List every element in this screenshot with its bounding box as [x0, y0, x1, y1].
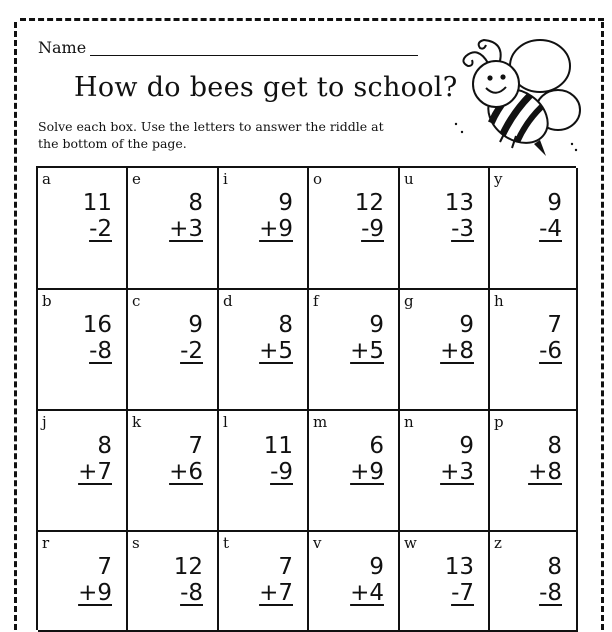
- page-title: How do bees get to school?: [74, 72, 458, 103]
- problem-operation: +3: [440, 459, 474, 485]
- problem-grid: [36, 166, 576, 630]
- problem-cell-g[interactable]: [400, 290, 490, 411]
- problem-letter: n: [404, 413, 414, 431]
- problem-operation: -8: [539, 580, 562, 606]
- problem-top-number: 13: [444, 554, 474, 580]
- problem-cell-j[interactable]: [38, 411, 128, 532]
- problem-letter: d: [223, 292, 233, 310]
- problem-operation: +3: [169, 216, 203, 242]
- problem-operation: +9: [78, 580, 112, 606]
- problem-top-number: 16: [82, 312, 112, 338]
- problem-cell-u[interactable]: [400, 168, 490, 290]
- problem-operation: -8: [180, 580, 203, 606]
- problem-cell-m[interactable]: [309, 411, 400, 532]
- problem-letter: g: [404, 292, 414, 310]
- problem-letter: o: [313, 170, 323, 188]
- problem-letter: a: [42, 170, 51, 188]
- problem-operation: +6: [169, 459, 203, 485]
- problem-cell-f[interactable]: [309, 290, 400, 411]
- name-field[interactable]: [38, 38, 418, 60]
- problem-cell-d[interactable]: [219, 290, 309, 411]
- page-border-right: [601, 22, 604, 630]
- problem-top-number: 11: [263, 433, 293, 459]
- problem-top-number: 8: [278, 312, 293, 338]
- problem-top-number: 9: [369, 312, 384, 338]
- problem-operation: +8: [440, 338, 474, 364]
- problem-cell-z[interactable]: [490, 532, 578, 632]
- problem-letter: r: [42, 534, 50, 552]
- problem-letter: e: [132, 170, 141, 188]
- problem-operation: -6: [539, 338, 562, 364]
- problem-top-number: 12: [354, 190, 384, 216]
- page-border-left: [14, 22, 17, 630]
- problem-operation: +4: [350, 580, 384, 606]
- problem-operation: -2: [89, 216, 112, 242]
- problem-operation: +9: [350, 459, 384, 485]
- problem-cell-l[interactable]: [219, 411, 309, 532]
- problem-cell-t[interactable]: [219, 532, 309, 632]
- problem-top-number: 9: [188, 312, 203, 338]
- problem-top-number: 7: [547, 312, 562, 338]
- problem-operation: -9: [361, 216, 384, 242]
- problem-cell-k[interactable]: [128, 411, 219, 532]
- problem-top-number: 9: [369, 554, 384, 580]
- problem-operation: +8: [528, 459, 562, 485]
- problem-cell-e[interactable]: [128, 168, 219, 290]
- problem-letter: i: [223, 170, 228, 188]
- problem-top-number: 13: [444, 190, 474, 216]
- problem-letter: u: [404, 170, 414, 188]
- problem-top-number: 9: [547, 190, 562, 216]
- problem-top-number: 6: [369, 433, 384, 459]
- problem-letter: j: [42, 413, 47, 431]
- problem-operation: -3: [451, 216, 474, 242]
- problem-cell-r[interactable]: [38, 532, 128, 632]
- problem-operation: -2: [180, 338, 203, 364]
- problem-cell-s[interactable]: [128, 532, 219, 632]
- problem-letter: k: [132, 413, 142, 431]
- problem-cell-n[interactable]: [400, 411, 490, 532]
- problem-letter: w: [404, 534, 417, 552]
- problem-letter: m: [313, 413, 328, 431]
- problem-cell-b[interactable]: [38, 290, 128, 411]
- problem-letter: v: [313, 534, 322, 552]
- problem-top-number: 9: [459, 312, 474, 338]
- problem-operation: -7: [451, 580, 474, 606]
- problem-operation: +9: [259, 216, 293, 242]
- problem-letter: z: [494, 534, 502, 552]
- problem-operation: +7: [78, 459, 112, 485]
- problem-operation: -9: [270, 459, 293, 485]
- problem-top-number: 9: [278, 190, 293, 216]
- problem-top-number: 8: [547, 554, 562, 580]
- problem-cell-p[interactable]: [490, 411, 578, 532]
- problem-cell-h[interactable]: [490, 290, 578, 411]
- problem-cell-c[interactable]: [128, 290, 219, 411]
- problem-top-number: 11: [82, 190, 112, 216]
- instructions: Solve each box. Use the letters to answer the riddle at the bottom of the page.: [38, 119, 384, 151]
- problem-top-number: 9: [459, 433, 474, 459]
- problem-operation: +7: [259, 580, 293, 606]
- problem-letter: t: [223, 534, 230, 552]
- problem-letter: b: [42, 292, 52, 310]
- problem-cell-a[interactable]: [38, 168, 128, 290]
- page-border-top: [20, 18, 604, 21]
- problem-cell-y[interactable]: [490, 168, 578, 290]
- problem-operation: -4: [539, 216, 562, 242]
- problem-letter: y: [494, 170, 503, 188]
- bee-icon: [448, 32, 582, 160]
- problem-top-number: 12: [173, 554, 203, 580]
- problem-cell-i[interactable]: [219, 168, 309, 290]
- problem-cell-o[interactable]: [309, 168, 400, 290]
- problem-operation: -8: [89, 338, 112, 364]
- problem-operation: +5: [259, 338, 293, 364]
- problem-top-number: 7: [278, 554, 293, 580]
- problem-letter: h: [494, 292, 504, 310]
- problem-letter: c: [132, 292, 141, 310]
- problem-top-number: 7: [97, 554, 112, 580]
- name-label: Name: [38, 38, 87, 57]
- problem-letter: l: [223, 413, 228, 431]
- problem-top-number: 8: [97, 433, 112, 459]
- problem-letter: s: [132, 534, 140, 552]
- problem-top-number: 8: [547, 433, 562, 459]
- problem-operation: +5: [350, 338, 384, 364]
- problem-top-number: 7: [188, 433, 203, 459]
- name-line[interactable]: [90, 55, 418, 56]
- problem-letter: p: [494, 413, 504, 431]
- problem-cell-v[interactable]: [309, 532, 400, 632]
- problem-top-number: 8: [188, 190, 203, 216]
- problem-cell-w[interactable]: [400, 532, 490, 632]
- problem-letter: f: [313, 292, 319, 310]
